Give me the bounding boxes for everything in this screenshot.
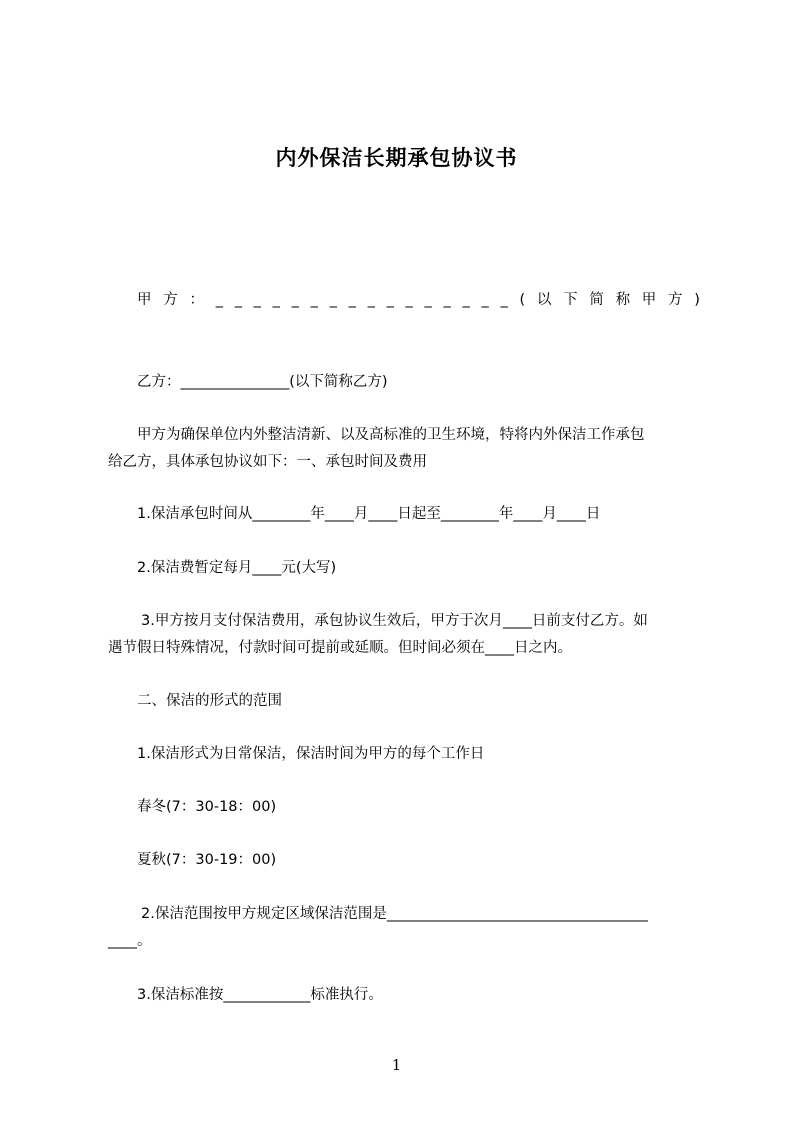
party-a-char: _ <box>405 292 413 308</box>
party-a-char: _ <box>481 292 489 308</box>
page-number: 1 <box>391 1056 402 1074</box>
party-a-char: _ <box>310 292 318 308</box>
party-a-char: _ <box>253 292 261 308</box>
party-a-char: 方 <box>163 292 178 308</box>
item-2-1: 1.保洁形式为日常保洁，保洁时间为甲方的每个工作日 <box>137 746 485 762</box>
party-a-char: 甲 <box>641 292 657 308</box>
party-a-char: 简 <box>589 292 604 308</box>
party-a-char: _ <box>215 292 223 308</box>
party-a-char: _ <box>291 292 299 308</box>
party-a-char: 甲 <box>137 292 152 308</box>
summer-autumn-hours: 夏秋(7：30-19：00) <box>137 852 277 868</box>
item-1-2: 2.保洁费暂定每月____元(大写) <box>137 560 337 576</box>
item-1-1: 1.保洁承包时间从________年____月____日起至________年____月____日 <box>137 506 601 522</box>
party-a-char: _ <box>443 292 451 308</box>
item-2-2-line-2: ____。 <box>108 933 152 949</box>
party-a-char: 以 <box>536 292 552 308</box>
section-2-heading: 二、保洁的形式的范围 <box>137 693 282 709</box>
party-a-char: _ <box>367 292 375 308</box>
intro-line-1: 甲方为确保单位内外整洁清新、以及高标准的卫生环境，特将内外保洁工作承包 <box>137 427 645 443</box>
party-a-char: ) <box>694 292 700 308</box>
party-a-char: _ <box>329 292 337 308</box>
item-2-3: 3.保洁标准按____________标准执行。 <box>137 987 383 1003</box>
item-2-2-line-1: 2.保洁范围按甲方规定区域保洁范围是____________________________________ <box>141 906 648 922</box>
party-a-char: 称 <box>615 292 631 308</box>
party-a-char: _ <box>424 292 432 308</box>
party-a-char: 下 <box>563 292 578 308</box>
party-a-char: _ <box>272 292 280 308</box>
party-a-char: _ <box>462 292 470 308</box>
party-a-line <box>137 290 700 310</box>
item-1-3-line-2: 遇节假日特殊情况，付款时间可提前或延顺。但时间必须在____日之内。 <box>108 640 572 656</box>
document-title: 内外保洁长期承包协议书 <box>275 146 518 170</box>
party-b-line: 乙方：_______________(以下简称乙方) <box>137 374 388 390</box>
party-a-char: _ <box>234 292 242 308</box>
spring-winter-hours: 春冬(7：30-18：00) <box>137 799 277 815</box>
intro-line-2: 给乙方，具体承包协议如下：一、承包时间及费用 <box>108 454 427 470</box>
party-a-char: ： <box>189 292 204 308</box>
party-a-char: _ <box>348 292 356 308</box>
party-a-char: ( <box>519 292 526 308</box>
party-a-char: _ <box>500 292 508 308</box>
party-a-char: 方 <box>668 292 683 308</box>
party-a-char: _ <box>386 292 394 308</box>
item-1-3-line-1: 3.甲方按月支付保洁费用，承包协议生效后，甲方于次月____日前支付乙方。如 <box>141 613 648 629</box>
